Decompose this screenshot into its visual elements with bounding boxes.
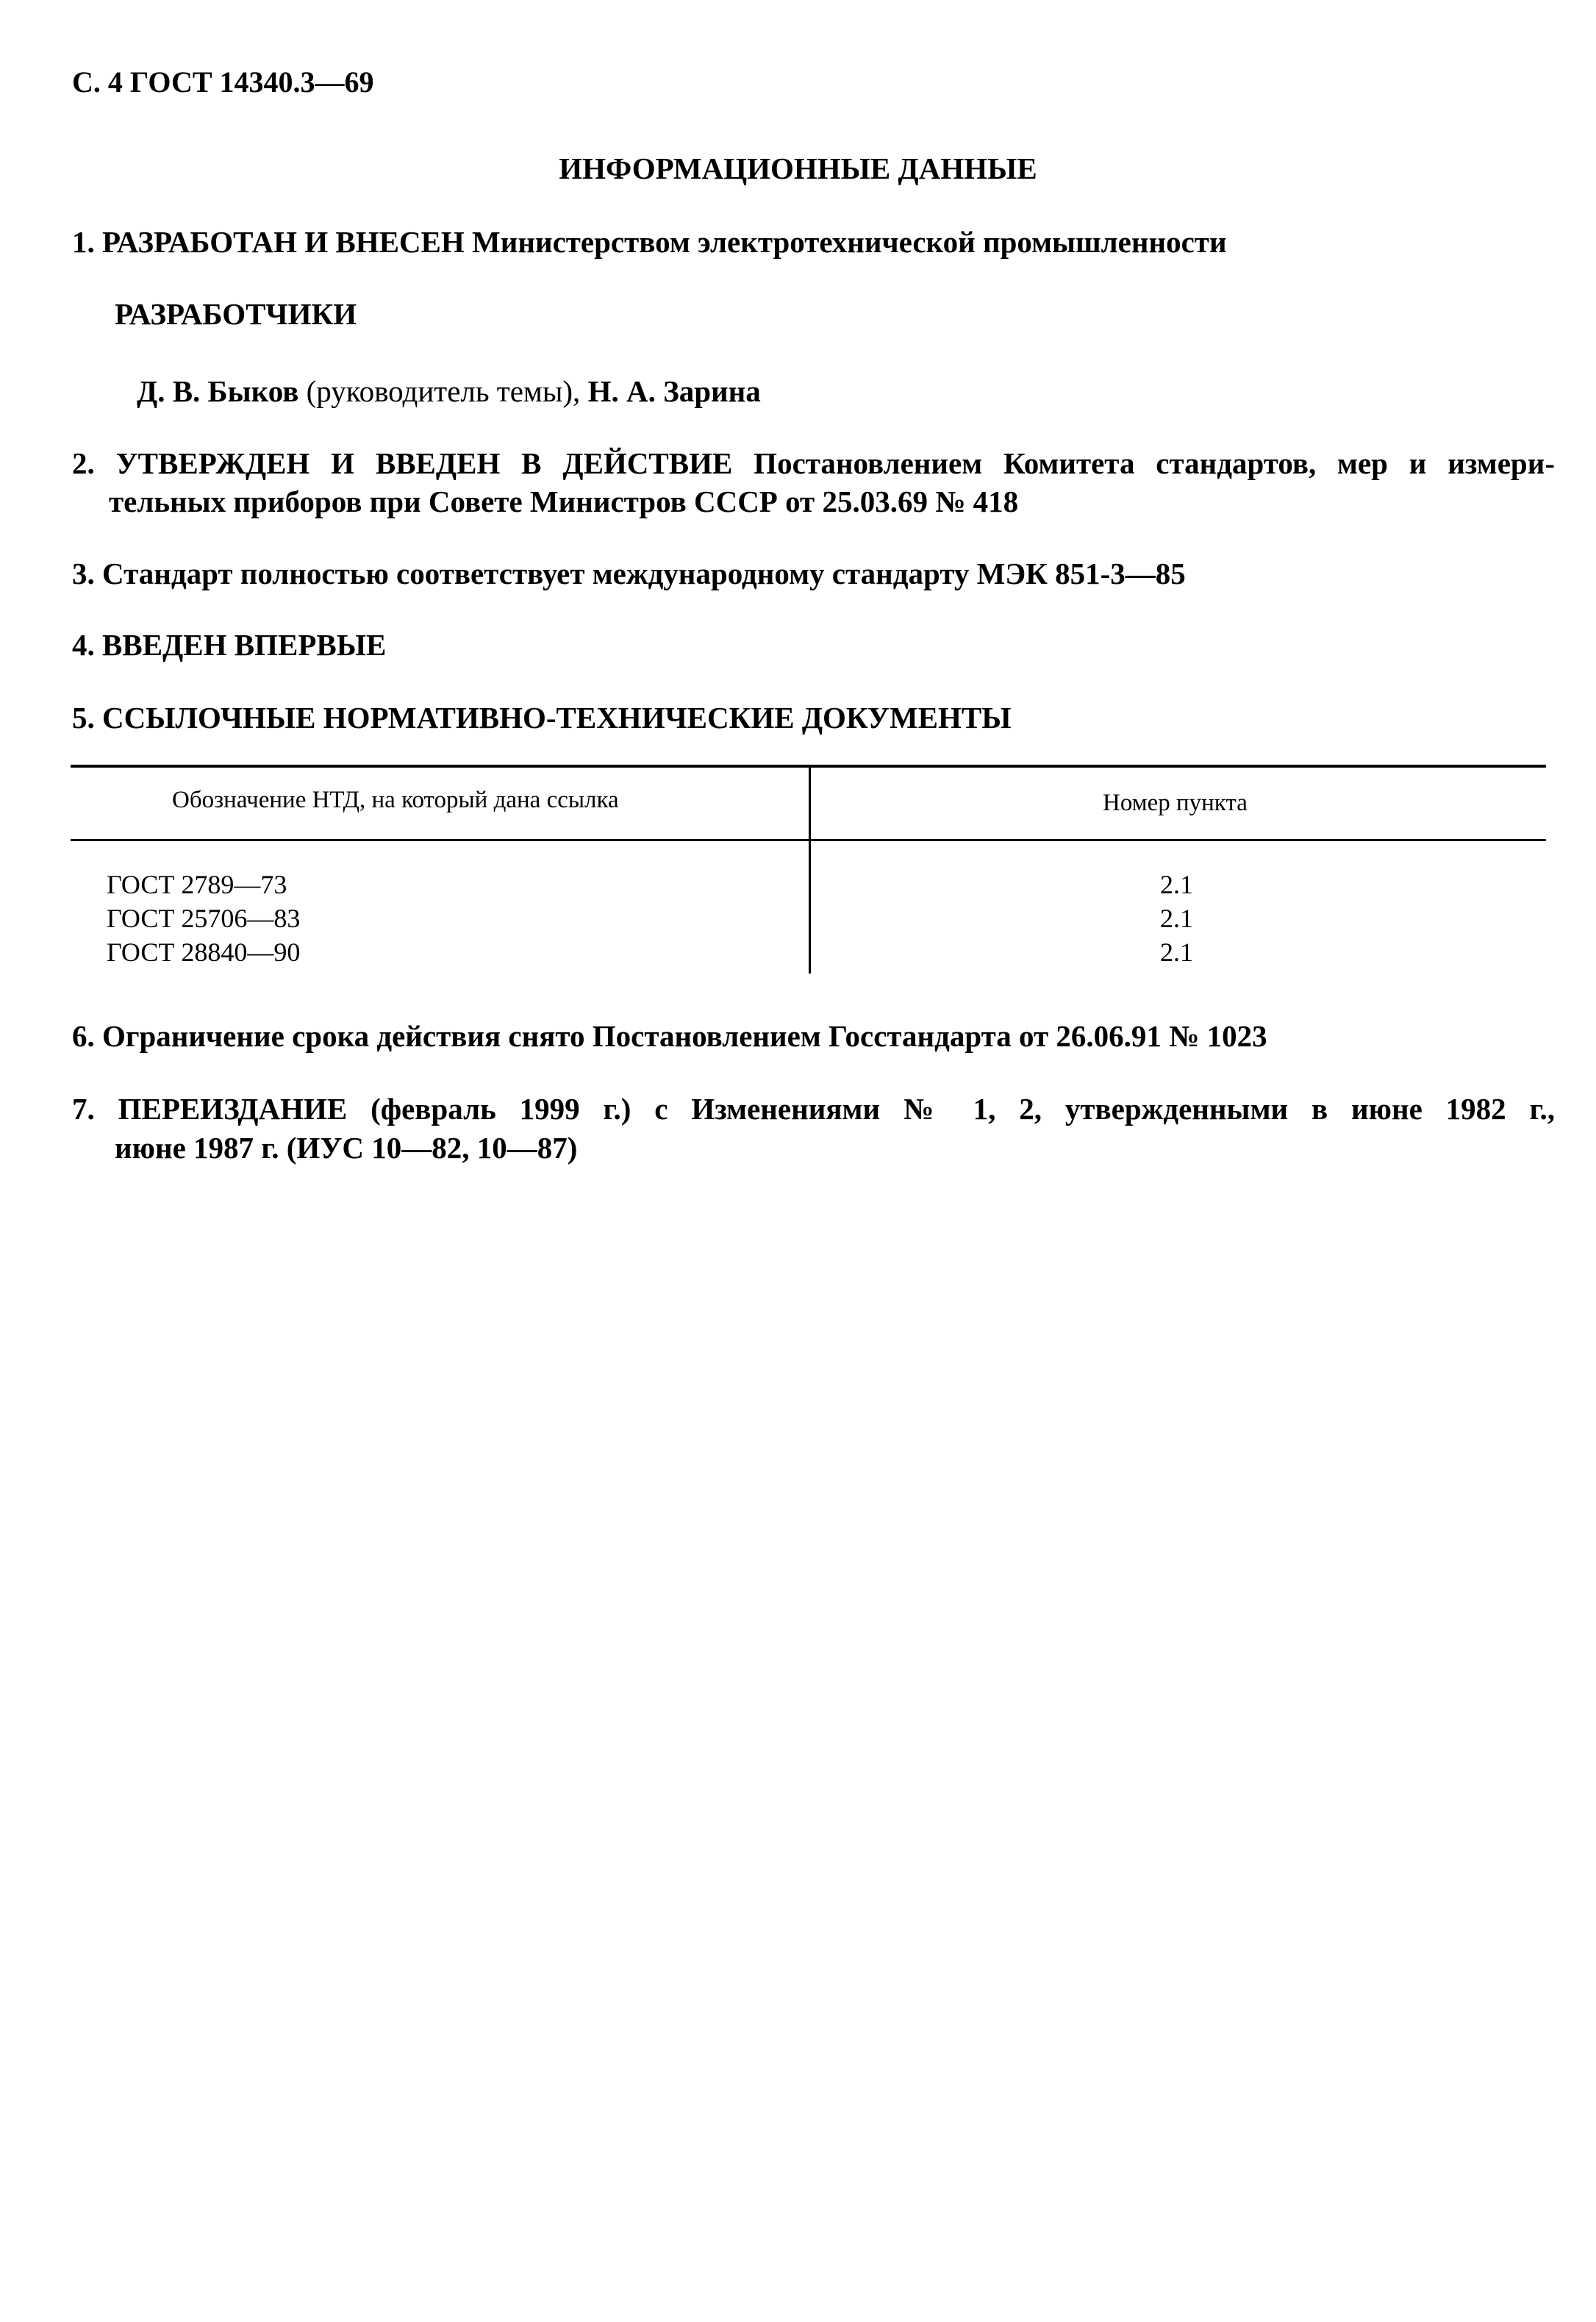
developers-list [137, 374, 761, 409]
developer-2-name: Н. А. Зарина [587, 374, 761, 408]
item-5: 5. ССЫЛОЧНЫЕ НОРМАТИВНО-ТЕХНИЧЕСКИЕ ДОКУМЕНТЫ [72, 701, 1012, 735]
table-row-3-clause: 2.1 [1160, 937, 1193, 967]
item-7-line-2: июне 1987 г. (ИУС 10—82, 10—87) [115, 1131, 578, 1165]
table-header-doc: Обозначение НТД, на который дана ссылка [172, 787, 619, 813]
table-row-1-doc: ГОСТ 2789—73 [107, 870, 287, 899]
table-row-2-doc: ГОСТ 25706—83 [107, 904, 301, 933]
item-1-text: Министерством электротехнической промышленности [472, 225, 1227, 259]
item-1-lead: РАЗРАБОТАН И ВНЕСЕН [102, 225, 465, 259]
developer-1-role: (руководитель темы), [306, 374, 581, 408]
page-title: ИНФОРМАЦИОННЫЕ ДАННЫЕ [559, 151, 1037, 185]
item-3: 3. Стандарт полностью соответствует международному стандарту МЭК 851-3—85 [72, 557, 1186, 590]
item-6: 6. Ограничение срока действия снято Постановлением Госстандарта от 26.06.91 № 1023 [72, 1019, 1267, 1053]
item-7-line-1: 7. ПЕРЕИЗДАНИЕ (февраль 1999 г.) с Изменениями № 1, 2, утвержденными в июне 1982 г., [72, 1092, 1555, 1126]
item-2-line-1: 2. УТВЕРЖДЕН И ВВЕДЕН В ДЕЙСТВИЕ Постановлением Комитета стандартов, мер и измери- [72, 446, 1555, 480]
table-row-2-clause: 2.1 [1160, 904, 1193, 933]
item-1-number: 1. [72, 225, 95, 259]
developers-heading: РАЗРАБОТЧИКИ [115, 297, 357, 331]
table-row-1-clause: 2.1 [1160, 870, 1193, 899]
table-column-divider [809, 766, 811, 974]
table-header-clause: Номер пункта [1103, 790, 1248, 816]
item-2-line-2: тельных приборов при Совете Министров СССР от 25.03.69 № 418 [109, 485, 1019, 518]
page-header: С. 4 ГОСТ 14340.3—69 [72, 65, 374, 99]
table-row-3-doc: ГОСТ 28840—90 [107, 937, 301, 967]
developer-1-name: Д. В. Быков [137, 374, 299, 408]
item-1 [72, 224, 1227, 260]
item-4: 4. ВВЕДЕН ВПЕРВЫЕ [72, 628, 387, 662]
